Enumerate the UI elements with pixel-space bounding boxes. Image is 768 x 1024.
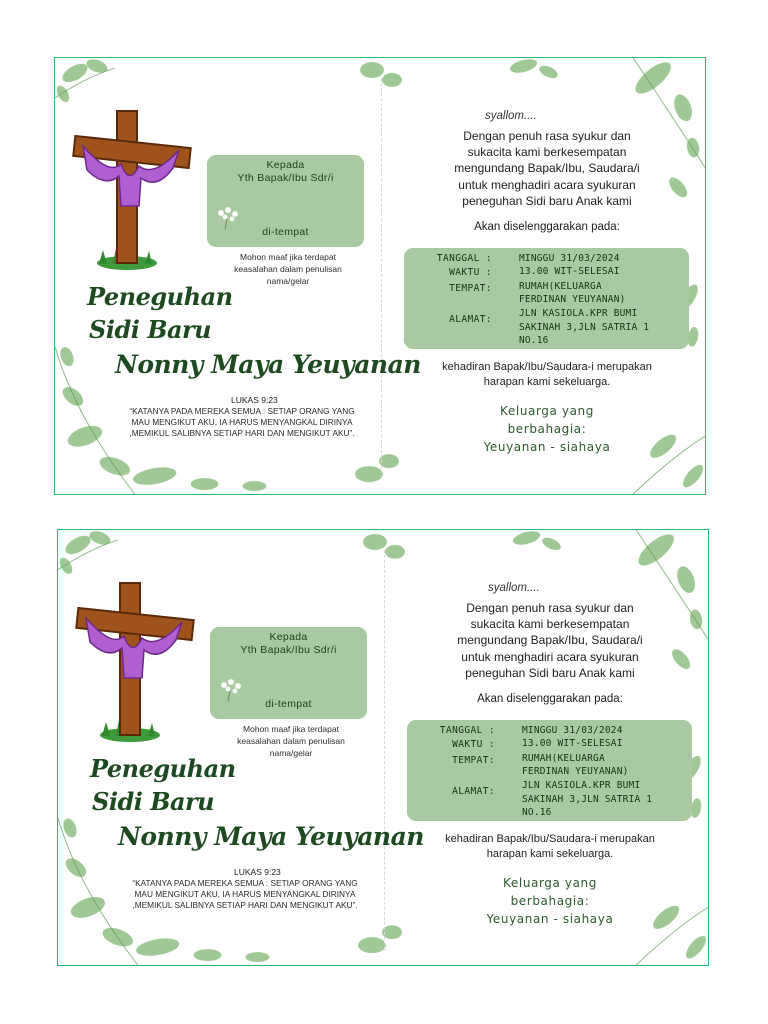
address-value-line2: SAKINAH 3,JLN SATRIA 1 xyxy=(519,322,650,333)
time-label: WAKTU : xyxy=(452,739,495,750)
intro-line: mengundang Bapak/Ibu, Saudara/i xyxy=(457,633,643,648)
closing-line: harapan kami sekeluarga. xyxy=(483,375,611,388)
intro-line: mengundang Bapak/Ibu, Saudara/i xyxy=(454,161,640,176)
recipient-name: Yth Bapak/Ibu Sdr/i xyxy=(237,172,334,184)
time-value: 13.00 WIT-SELESAI xyxy=(519,266,620,277)
closing-text xyxy=(399,360,695,389)
family-line: berbahagia: xyxy=(510,894,590,908)
date-label: TANGGAL : xyxy=(436,253,492,264)
place-value-line2: FERDINAN YEUYANAN) xyxy=(522,766,629,777)
time-label: WAKTU : xyxy=(449,267,492,278)
recipient-box xyxy=(207,155,364,247)
verse-text xyxy=(99,406,385,439)
intro-line: Dengan penuh rasa syukur dan xyxy=(466,601,634,615)
event-title-line1: Peneguhan xyxy=(90,754,236,783)
intro-line: peneguhan Sidi baru Anak kami xyxy=(465,665,635,680)
recipient-title: Kepada xyxy=(269,631,308,643)
event-details-box xyxy=(407,720,692,821)
recipient-location: di-tempat xyxy=(265,698,312,710)
place-value-line1: RUMAH(KELUARGA xyxy=(522,753,605,764)
intro-line: Dengan penuh rasa syukur dan xyxy=(463,129,631,143)
apology-line: Mohon maaf jika terdapat xyxy=(243,724,339,734)
verse-text xyxy=(102,878,388,911)
verse-reference: LUKAS 9:23 xyxy=(234,867,281,877)
greeting: syallom.... xyxy=(488,582,540,594)
intro-line: untuk menghadiri acara syukuran xyxy=(458,177,636,192)
intro-text xyxy=(402,600,698,681)
verse-line: ,MEMIKUL SALIBNYA SETIAP HARI DAN MENGIKUT AKU”. xyxy=(129,428,355,438)
family-signature xyxy=(399,402,695,456)
verse-line: MAU MENGIKUT AKU, IA HARUS MENYANGKAL DIRINYA xyxy=(134,889,356,899)
family-line: Yeuyanan - siahaya xyxy=(486,912,614,926)
address-label: ALAMAT: xyxy=(452,786,495,797)
closing-line: kehadiran Bapak/Ibu/Saudara-i merupakan xyxy=(445,833,655,845)
verse-line: “KATANYA PADA MEREKA SEMUA : SETIAP ORANG YANG xyxy=(129,406,355,416)
cross-icon xyxy=(69,106,195,276)
intro-line: peneguhan Sidi baru Anak kami xyxy=(462,193,632,208)
apology-line: Mohon maaf jika terdapat xyxy=(240,252,336,262)
intro-line: sukacita kami berkesempatan xyxy=(470,617,630,632)
held-label: Akan diselenggarakan pada: xyxy=(477,693,623,705)
intro-text xyxy=(399,128,695,209)
cross-icon xyxy=(72,578,198,748)
recipient-location: di-tempat xyxy=(262,226,309,238)
recipient-name: Yth Bapak/Ibu Sdr/i xyxy=(240,644,337,656)
verse-reference: LUKAS 9:23 xyxy=(231,395,278,405)
family-line: Yeuyanan - siahaya xyxy=(483,440,611,454)
address-label: ALAMAT: xyxy=(449,314,492,325)
event-details-box xyxy=(404,248,689,349)
address-value-line3: NO.16 xyxy=(519,335,549,346)
apology-line: nama/gelar xyxy=(269,748,313,758)
event-title-line2: Sidi Baru xyxy=(89,315,212,344)
address-value-line2: SAKINAH 3,JLN SATRIA 1 xyxy=(522,794,653,805)
verse-line: “KATANYA PADA MEREKA SEMUA : SETIAP ORANG YANG xyxy=(132,878,358,888)
family-line: Keluarga yang xyxy=(503,876,597,890)
place-value-line2: FERDINAN YEUYANAN) xyxy=(519,294,626,305)
invitation-card-1 xyxy=(54,57,706,495)
apology-line: keasalahan dalam penulisan xyxy=(234,264,342,274)
date-value: MINGGU 31/03/2024 xyxy=(519,253,620,264)
recipient-title: Kepada xyxy=(266,159,305,171)
closing-line: kehadiran Bapak/Ibu/Saudara-i merupakan xyxy=(442,361,652,373)
date-label: TANGGAL : xyxy=(439,725,495,736)
address-value-line1: JLN KASIOLA.KPR BUMI xyxy=(519,308,638,319)
address-value-line1: JLN KASIOLA.KPR BUMI xyxy=(522,780,641,791)
greeting: syallom.... xyxy=(485,110,537,122)
verse-line: MAU MENGIKUT AKU, IA HARUS MENYANGKAL DIRINYA xyxy=(131,417,353,427)
date-value: MINGGU 31/03/2024 xyxy=(522,725,623,736)
verse-line: ,MEMIKUL SALIBNYA SETIAP HARI DAN MENGIKUT AKU”. xyxy=(132,900,358,910)
place-label: TEMPAT: xyxy=(452,755,495,766)
apology-line: nama/gelar xyxy=(266,276,310,286)
place-label: TEMPAT: xyxy=(449,283,492,294)
family-signature xyxy=(402,874,698,928)
event-title-line2: Sidi Baru xyxy=(92,787,215,816)
closing-line: harapan kami sekeluarga. xyxy=(486,847,614,860)
recipient-box xyxy=(210,627,367,719)
candidate-name: Nonny Maya Yeuyanan xyxy=(115,350,421,379)
invitation-card-2 xyxy=(57,529,709,966)
time-value: 13.00 WIT-SELESAI xyxy=(522,738,623,749)
address-value-line3: NO.16 xyxy=(522,807,552,818)
held-label: Akan diselenggarakan pada: xyxy=(474,221,620,233)
intro-line: untuk menghadiri acara syukuran xyxy=(461,649,639,664)
closing-text xyxy=(402,832,698,861)
event-title-line1: Peneguhan xyxy=(87,282,233,311)
place-value-line1: RUMAH(KELUARGA xyxy=(519,281,602,292)
apology-line: keasalahan dalam penulisan xyxy=(237,736,345,746)
family-line: Keluarga yang xyxy=(500,404,594,418)
candidate-name: Nonny Maya Yeuyanan xyxy=(118,822,424,851)
family-line: berbahagia: xyxy=(507,422,587,436)
intro-line: sukacita kami berkesempatan xyxy=(467,145,627,160)
